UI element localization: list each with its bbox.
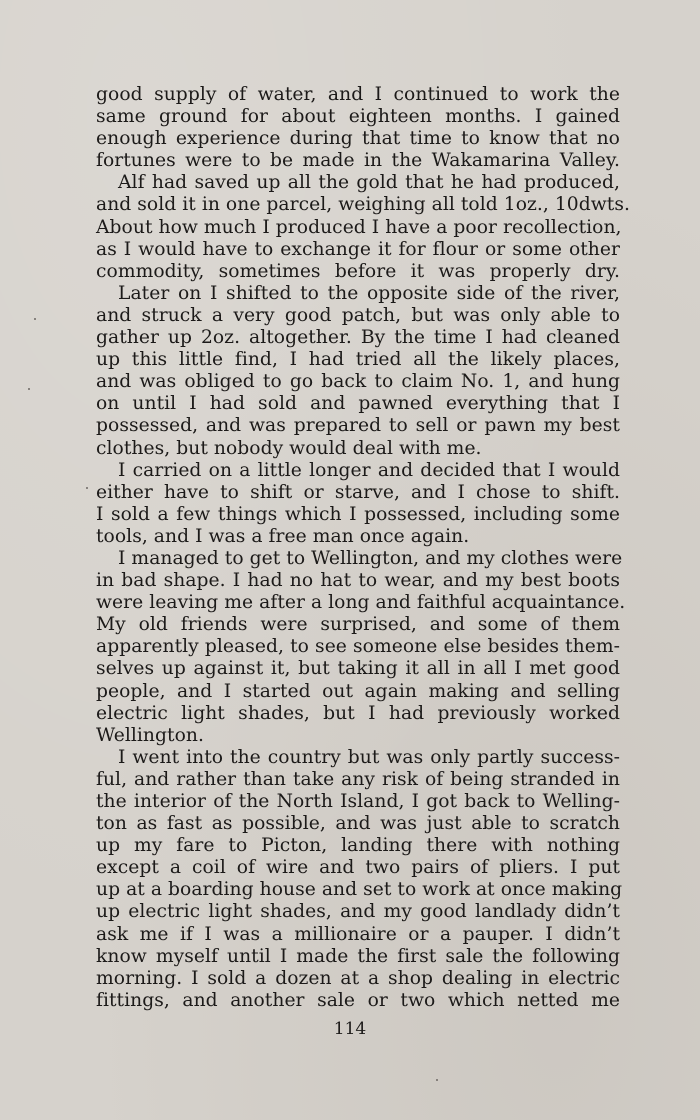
text-line: I went into the country but was only partly success- <box>118 746 620 768</box>
page-number: 114 <box>333 1019 367 1039</box>
text-line: Alf had saved up all the gold that he had produced, <box>118 172 620 194</box>
text-line: same ground for about eighteen months. I gained <box>96 106 620 128</box>
text-line: either have to shift or starve, and I chose to shift. <box>96 481 620 503</box>
text-line: except a coil of wire and two pairs of pliers. I put <box>96 857 620 879</box>
text-line: Later on I shifted to the opposite side of the river, <box>118 282 620 304</box>
text-line: I carried on a little longer and decided that I would <box>118 459 620 481</box>
text-line: up my fare to Picton, landing there with nothing <box>96 835 620 857</box>
text-line: selves up against it, but taking it all in all I met good <box>96 658 620 680</box>
text-line: My old friends were surprised, and some of them <box>96 614 620 636</box>
text-line: in bad shape. I had no hat to wear, and my best boots <box>96 570 620 592</box>
text-line: up at a boarding house and set to work at once making <box>96 879 623 901</box>
text-line: fortunes were to be made in the Wakamarina Valley. <box>96 150 620 172</box>
text-line: as I would have to exchange it for flour or some other <box>96 238 620 260</box>
paper-speck <box>34 318 36 320</box>
text-line: and sold it in one parcel, weighing all told 1oz., 10dwts. <box>96 194 630 216</box>
text-line: gather up 2oz. altogether. By the time I had cleaned <box>96 327 620 349</box>
text-line: and struck a very good patch, but was only able to <box>96 304 620 326</box>
text-line: commodity, sometimes before it was properly dry. <box>96 260 620 282</box>
text-line: the interior of the North Island, I got back to Welling- <box>96 791 620 812</box>
paper-speck <box>436 1079 438 1081</box>
text-line: possessed, and was prepared to sell or pawn my best <box>96 415 620 437</box>
text-line: About how much I produced I have a poor recollection, <box>96 216 622 238</box>
text-line: electric light shades, but I had previously worked <box>96 702 620 724</box>
text-line: up electric light shades, and my good landlady didn’t <box>96 901 620 923</box>
text-line: enough experience during that time to know that no <box>96 128 620 150</box>
text-line: I managed to get to Wellington, and my clothes were <box>118 547 623 569</box>
text-line: tools, and I was a free man once again. <box>96 525 470 547</box>
text-line: clothes, but nobody would deal with me. <box>96 437 482 459</box>
text-line: apparently pleased, to see someone else besides them- <box>96 636 620 658</box>
page-body <box>96 84 630 1012</box>
paper-speck <box>28 388 30 390</box>
text-line: ask me if I was a millionaire or a pauper. I didn’t <box>96 923 620 945</box>
paper-speck <box>86 487 88 489</box>
text-line: ful, and rather than take any risk of being stranded in <box>96 768 620 790</box>
text-line: and was obliged to go back to claim No. 1, and hung <box>96 371 620 393</box>
text-line: Wellington. <box>96 724 204 746</box>
text-line: know myself until I made the first sale the following <box>96 945 620 967</box>
text-line: morning. I sold a dozen at a shop dealing in electric <box>96 967 620 989</box>
text-line: up this little find, I had tried all the likely places, <box>96 349 620 371</box>
text-line: on until I had sold and pawned everything that I <box>96 393 620 415</box>
text-line: I sold a few things which I possessed, including some <box>96 503 620 525</box>
text-line: good supply of water, and I continued to work the <box>96 84 620 105</box>
text-line: were leaving me after a long and faithful acquaintance. <box>96 592 626 614</box>
text-line: fittings, and another sale or two which netted me <box>96 989 620 1011</box>
text-line: people, and I started out again making and selling <box>96 680 620 702</box>
text-line: ton as fast as possible, and was just able to scratch <box>96 813 620 835</box>
